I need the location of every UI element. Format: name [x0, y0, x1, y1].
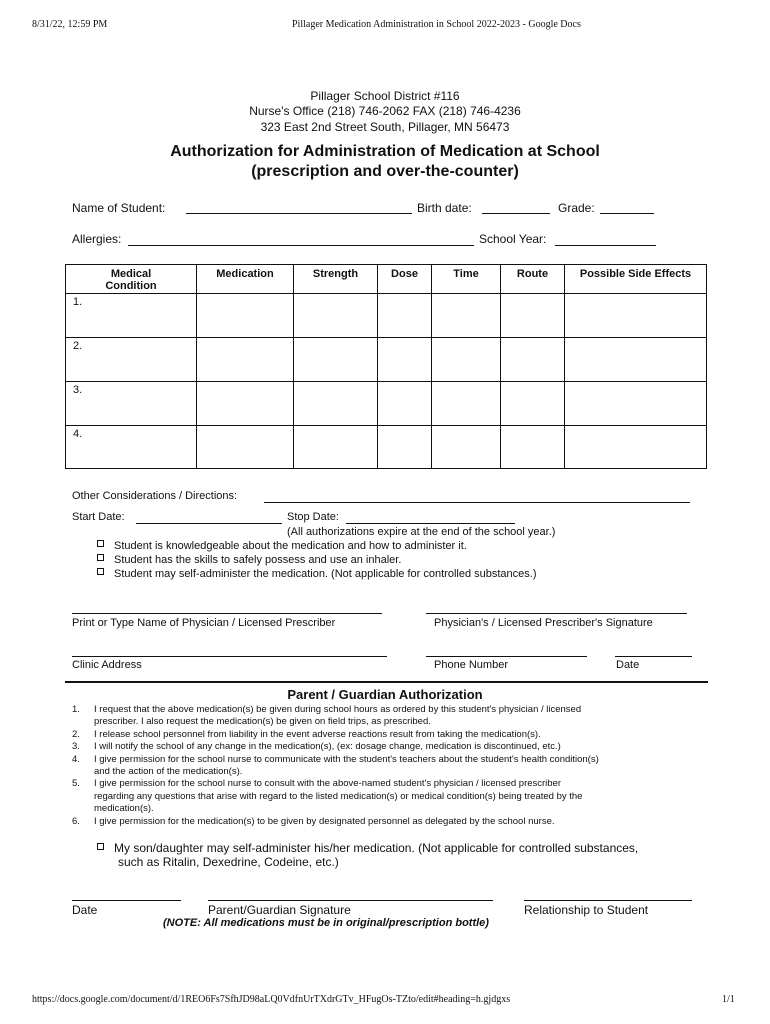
table-cell[interactable]	[197, 294, 294, 338]
school-year-field[interactable]	[555, 245, 656, 246]
row-number: 3.	[66, 382, 197, 426]
grade-label: Grade:	[558, 201, 595, 215]
row-number: 1.	[66, 294, 197, 338]
table-row	[66, 338, 707, 382]
checkbox-icon[interactable]	[97, 843, 104, 850]
check-self-administer-parent[interactable]: My son/daughter may self-administer his/her medication. (Not applicable for controlled substances,	[97, 841, 638, 855]
table-cell[interactable]	[501, 338, 565, 382]
header-side-effects: Possible Side Effects	[565, 265, 707, 294]
parent-authorization-list	[72, 704, 712, 828]
header-strength: Strength	[294, 265, 378, 294]
table-cell[interactable]	[197, 382, 294, 426]
checkbox-icon[interactable]	[97, 540, 104, 547]
nurse-office-contact: Nurse's Office (218) 746-2062 FAX (218) 746-4236	[249, 104, 521, 118]
table-cell[interactable]	[378, 294, 432, 338]
parent-signature-field[interactable]	[208, 900, 493, 901]
prescriber-name-field[interactable]	[72, 613, 382, 614]
list-item: 2. I release school personnel from liability in the event adverse reactions result from taking the medication(s).	[72, 728, 541, 740]
table-row	[66, 426, 707, 469]
student-name-label: Name of Student:	[72, 201, 166, 215]
print-timestamp: 8/31/22, 12:59 PM	[32, 19, 108, 30]
checkbox-icon[interactable]	[97, 554, 104, 561]
prescriber-signature-field[interactable]	[426, 613, 687, 614]
list-item: 6. I give permission for the medication(s) to be given by designated personnel as delegated by the school nurse.	[72, 815, 555, 827]
medication-table	[65, 264, 707, 469]
school-year-label: School Year:	[479, 232, 547, 246]
table-cell[interactable]	[565, 338, 707, 382]
table-cell[interactable]	[197, 338, 294, 382]
relationship-label: Relationship to Student	[524, 903, 649, 917]
checkbox-icon[interactable]	[97, 568, 104, 575]
birth-date-label: Birth date:	[417, 201, 472, 215]
table-cell[interactable]	[294, 382, 378, 426]
table-row	[66, 294, 707, 338]
physician-date-label: Date	[616, 659, 640, 671]
table-cell[interactable]	[294, 294, 378, 338]
list-item: 5. I give permission for the school nurse to consult with the above-named student's physician / licensed prescriber regarding any questions that arise with regard to the listed medication(s) or medical condition(s) being treated by the medication(s).	[72, 778, 583, 815]
clinic-address-field[interactable]	[72, 656, 387, 657]
header-time: Time	[432, 265, 501, 294]
start-date-field[interactable]	[136, 523, 282, 524]
table-cell[interactable]	[501, 382, 565, 426]
parent-date-field[interactable]	[72, 900, 181, 901]
prescriber-name-label: Print or Type Name of Physician / Licensed Prescriber	[72, 617, 336, 629]
table-cell[interactable]	[378, 426, 432, 469]
table-cell[interactable]	[565, 426, 707, 469]
allergies-label: Allergies:	[72, 232, 122, 246]
form-title: Authorization for Administration of Medication at School	[170, 143, 600, 160]
parent-date-label: Date	[72, 903, 98, 917]
header-route: Route	[501, 265, 565, 294]
table-cell[interactable]	[378, 382, 432, 426]
print-url: https://docs.google.com/document/d/1REO6Fs7SfhJD98aLQ0VdfnUrTXdrGTv_HFugOs-TZto/edit#heading=h.gjdgxs	[32, 994, 511, 1005]
table-row	[66, 382, 707, 426]
check-inhaler[interactable]: Student has the skills to safely possess and use an inhaler.	[97, 554, 401, 566]
physician-date-field[interactable]	[615, 656, 692, 657]
row-number: 2.	[66, 338, 197, 382]
birth-date-field[interactable]	[482, 213, 550, 214]
parent-signature-label: Parent/Guardian Signature	[208, 903, 351, 917]
table-cell[interactable]	[565, 382, 707, 426]
table-cell[interactable]	[432, 382, 501, 426]
list-item: 1. I request that the above medication(s) be given during school hours as ordered by this student's physician / licensed prescriber. I also request the medication(s) be given on field trips, as prescribed.	[72, 704, 582, 728]
other-considerations-field[interactable]	[264, 502, 690, 503]
phone-number-field[interactable]	[426, 656, 587, 657]
parent-section-heading: Parent / Guardian Authorization	[287, 687, 483, 702]
original-bottle-note: (NOTE: All medications must be in original/prescription bottle)	[163, 917, 489, 929]
table-cell[interactable]	[294, 426, 378, 469]
print-doc-title: Pillager Medication Administration in School 2022-2023 - Google Docs	[292, 19, 581, 30]
stop-date-field[interactable]	[346, 523, 515, 524]
table-cell[interactable]	[501, 294, 565, 338]
grade-field[interactable]	[600, 213, 654, 214]
district-address: 323 East 2nd Street South, Pillager, MN 56473	[260, 120, 510, 134]
check-self-administer[interactable]: Student may self-administer the medication. (Not applicable for controlled substances.)	[97, 568, 537, 580]
list-item: 4. I give permission for the school nurse to communicate with the student's teachers about the student's health condition(s) and the action of the medication(s).	[72, 753, 599, 778]
clinic-address-label: Clinic Address	[72, 659, 142, 671]
table-cell[interactable]	[378, 338, 432, 382]
list-item: 3. I will notify the school of any change in the medication(s), (ex: dosage change, medication is discontinued, etc.)	[72, 741, 561, 753]
stop-date-label: Stop Date:	[287, 511, 339, 523]
table-cell[interactable]	[501, 426, 565, 469]
other-considerations-label: Other Considerations / Directions:	[72, 490, 238, 502]
header-dose: Dose	[378, 265, 432, 294]
expiration-note: (All authorizations expire at the end of the school year.)	[287, 526, 556, 538]
print-page-number: 1/1	[722, 994, 735, 1005]
row-number: 4.	[66, 426, 197, 469]
start-date-label: Start Date:	[72, 511, 125, 523]
header-medication: Medication	[197, 265, 294, 294]
table-cell[interactable]	[197, 426, 294, 469]
table-cell[interactable]	[432, 338, 501, 382]
student-name-field[interactable]	[186, 213, 412, 214]
phone-number-label: Phone Number	[434, 659, 508, 671]
table-cell[interactable]	[432, 294, 501, 338]
district-name: Pillager School District #116	[310, 89, 460, 103]
prescriber-signature-label: Physician's / Licensed Prescriber's Signature	[434, 617, 653, 629]
check-knowledgeable[interactable]: Student is knowledgeable about the medication and how to administer it.	[97, 540, 467, 552]
table-cell[interactable]	[565, 294, 707, 338]
header-medical-condition: Medical Condition	[66, 265, 197, 294]
self-administer-examples: such as Ritalin, Dexedrine, Codeine, etc.)	[118, 855, 339, 869]
allergies-field[interactable]	[128, 245, 474, 246]
table-header-row	[66, 265, 707, 294]
table-cell[interactable]	[432, 426, 501, 469]
form-subtitle: (prescription and over-the-counter)	[251, 163, 519, 180]
relationship-field[interactable]	[524, 900, 692, 901]
table-cell[interactable]	[294, 338, 378, 382]
section-divider	[65, 681, 708, 683]
